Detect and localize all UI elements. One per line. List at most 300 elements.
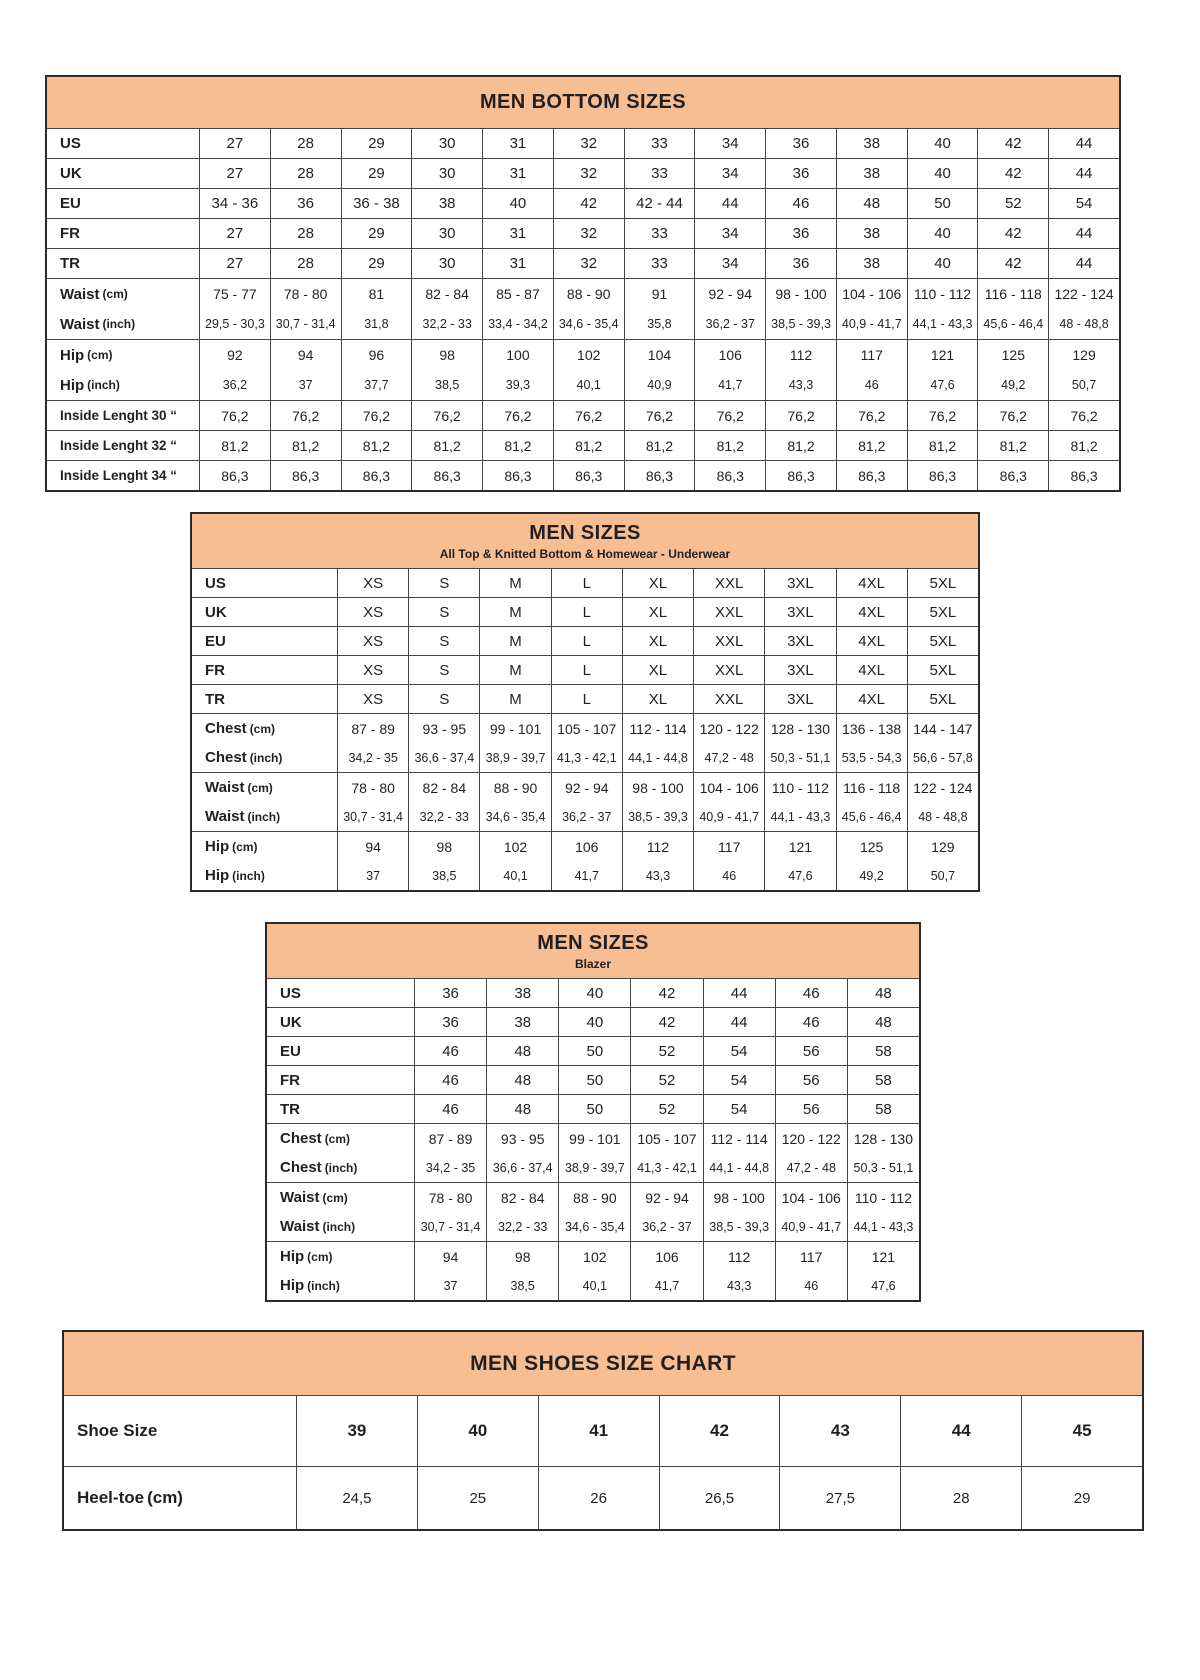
- row-label: UK: [205, 603, 227, 621]
- row-label: Heel-toe (cm): [77, 1488, 183, 1507]
- table-row: [47, 279, 1119, 309]
- row-group: [267, 1094, 919, 1123]
- table-title: MEN SIZES: [537, 931, 649, 954]
- table-cell: 86,3: [977, 461, 1048, 490]
- table-cell: 33: [624, 129, 695, 158]
- table-cell: 76,2: [553, 401, 624, 430]
- table-cell: 43: [779, 1396, 900, 1466]
- row-label: EU: [60, 195, 81, 212]
- table-cell: 36,2: [199, 370, 270, 400]
- table-cell: 36: [414, 979, 486, 1007]
- table-cell: 50: [558, 1037, 630, 1065]
- table-cell: 86,3: [836, 461, 907, 490]
- row-group: [64, 1466, 1142, 1529]
- table-header: [47, 77, 1119, 129]
- table-cell: S: [408, 627, 479, 655]
- table-cell: 117: [836, 340, 907, 370]
- table-cell: 46: [836, 370, 907, 400]
- row-group: [47, 278, 1119, 339]
- table-cell: 29: [341, 129, 412, 158]
- table-cell: L: [551, 656, 622, 684]
- table-cell: 34: [694, 219, 765, 248]
- table-cell: 121: [907, 340, 978, 370]
- table-cell: 42 - 44: [624, 189, 695, 218]
- table-cell: 54: [703, 1095, 775, 1123]
- table-cell: 31: [482, 129, 553, 158]
- table-cell: 4XL: [836, 569, 907, 597]
- table-cell: 26,5: [659, 1467, 780, 1529]
- row-group: [47, 430, 1119, 460]
- table-cell: 96: [341, 340, 412, 370]
- table-cell: 28: [270, 129, 341, 158]
- table-header: [267, 924, 919, 979]
- table-subtitle: All Top & Knitted Bottom & Homewear - Underwear: [439, 546, 731, 561]
- table-row: [267, 1271, 919, 1300]
- table-cell: 32: [553, 249, 624, 278]
- row-label: FR: [280, 1071, 300, 1089]
- table-cell: 86,3: [482, 461, 553, 490]
- table-cell: XXL: [693, 598, 764, 626]
- row-group: [192, 831, 978, 890]
- row-label: Waist (inch): [280, 1218, 356, 1235]
- row-label: Inside Lenght 34 “: [60, 468, 178, 483]
- table-cell: 47,6: [764, 861, 835, 890]
- table-cell: 4XL: [836, 685, 907, 713]
- table-cell: 50: [907, 189, 978, 218]
- table-cell: 44,1 - 44,8: [622, 743, 693, 772]
- table-cell: 81: [341, 279, 412, 309]
- table-cell: M: [479, 656, 550, 684]
- table-cell: 121: [847, 1242, 919, 1271]
- table-row: [267, 979, 919, 1007]
- table-cell: 32,2 - 33: [486, 1212, 558, 1241]
- table-cell: 81,2: [553, 431, 624, 460]
- table-cell: 112: [765, 340, 836, 370]
- table-cell: 104: [624, 340, 695, 370]
- table-cell: 94: [270, 340, 341, 370]
- table-cell: 46: [414, 1066, 486, 1094]
- table-cell: 5XL: [907, 598, 978, 626]
- table-cell: 82 - 84: [408, 773, 479, 802]
- table-cell: 40: [907, 129, 978, 158]
- table-cell: 36: [414, 1008, 486, 1036]
- table-cell: 106: [630, 1242, 702, 1271]
- table-cell: 117: [693, 832, 764, 861]
- table-cell: 43,3: [703, 1271, 775, 1300]
- table-row: [192, 773, 978, 802]
- row-label: TR: [60, 255, 80, 272]
- table-cell: 98: [408, 832, 479, 861]
- table-cell: 47,6: [847, 1271, 919, 1300]
- table-cell: 86,3: [765, 461, 836, 490]
- table-cell: 76,2: [977, 401, 1048, 430]
- table-row: [192, 832, 978, 861]
- table-cell: 46: [414, 1095, 486, 1123]
- table-cell: XL: [622, 569, 693, 597]
- table-cell: 46: [765, 189, 836, 218]
- table-cell: 99 - 101: [558, 1124, 630, 1153]
- table-header: [192, 514, 978, 569]
- row-label: US: [60, 135, 81, 152]
- table-cell: 41: [538, 1396, 659, 1466]
- table-cell: 44: [900, 1396, 1021, 1466]
- row-group: [267, 1123, 919, 1182]
- row-label: Hip (inch): [205, 867, 265, 884]
- row-group: [192, 772, 978, 831]
- table-cell: 38: [411, 189, 482, 218]
- table-cell: 52: [630, 1095, 702, 1123]
- table-row: [267, 1183, 919, 1212]
- table-cell: 34,6 - 35,4: [553, 309, 624, 339]
- row-group: [267, 1241, 919, 1300]
- table-cell: 76,2: [341, 401, 412, 430]
- table-cell: 76,2: [836, 401, 907, 430]
- table-cell: 44: [1048, 159, 1119, 188]
- men-shoes-size-table: [62, 1330, 1144, 1531]
- table-cell: 86,3: [411, 461, 482, 490]
- table-cell: 98: [411, 340, 482, 370]
- table-cell: 93 - 95: [408, 714, 479, 743]
- table-row: [267, 1212, 919, 1241]
- table-cell: XS: [337, 627, 408, 655]
- table-cell: 4XL: [836, 656, 907, 684]
- table-cell: 38,5: [411, 370, 482, 400]
- table-cell: 81,2: [836, 431, 907, 460]
- table-cell: 34,6 - 35,4: [479, 802, 550, 831]
- table-cell: 46: [693, 861, 764, 890]
- row-label: Waist (cm): [205, 779, 273, 796]
- table-cell: 98 - 100: [622, 773, 693, 802]
- table-cell: XL: [622, 598, 693, 626]
- table-cell: 48: [486, 1037, 558, 1065]
- table-cell: 38,5 - 39,3: [765, 309, 836, 339]
- table-cell: 81,2: [270, 431, 341, 460]
- table-cell: 50,3 - 51,1: [764, 743, 835, 772]
- table-cell: 76,2: [624, 401, 695, 430]
- table-cell: 26: [538, 1467, 659, 1529]
- table-cell: XS: [337, 656, 408, 684]
- table-cell: M: [479, 627, 550, 655]
- table-row: [192, 714, 978, 743]
- table-cell: 36 - 38: [341, 189, 412, 218]
- table-cell: 42: [977, 159, 1048, 188]
- table-cell: XXL: [693, 685, 764, 713]
- table-row: [47, 309, 1119, 339]
- table-cell: 38: [486, 1008, 558, 1036]
- table-cell: 88 - 90: [553, 279, 624, 309]
- table-cell: 44: [1048, 219, 1119, 248]
- table-cell: 54: [703, 1037, 775, 1065]
- table-cell: 44: [703, 979, 775, 1007]
- table-cell: 33: [624, 159, 695, 188]
- table-row: [64, 1396, 1142, 1466]
- table-cell: XL: [622, 685, 693, 713]
- table-row: [192, 861, 978, 890]
- table-cell: 41,7: [694, 370, 765, 400]
- table-cell: 116 - 118: [977, 279, 1048, 309]
- row-label: Waist (inch): [60, 315, 136, 333]
- table-cell: 50: [558, 1066, 630, 1094]
- row-group: [47, 218, 1119, 248]
- table-cell: 32: [553, 219, 624, 248]
- row-group: [267, 1036, 919, 1065]
- table-cell: 36: [270, 189, 341, 218]
- row-group: [267, 1007, 919, 1036]
- table-cell: 38,9 - 39,7: [479, 743, 550, 772]
- table-cell: 30: [411, 159, 482, 188]
- table-cell: 41,7: [551, 861, 622, 890]
- table-cell: L: [551, 569, 622, 597]
- table-body: [267, 979, 919, 1300]
- row-group: [47, 460, 1119, 490]
- table-cell: 42: [977, 249, 1048, 278]
- table-cell: 106: [551, 832, 622, 861]
- table-cell: 48 - 48,8: [907, 802, 978, 831]
- table-row: [267, 1242, 919, 1271]
- table-cell: 36,2 - 37: [694, 309, 765, 339]
- row-group: [47, 400, 1119, 430]
- table-cell: 129: [1048, 340, 1119, 370]
- table-cell: 120 - 122: [693, 714, 764, 743]
- table-cell: S: [408, 656, 479, 684]
- table-cell: 5XL: [907, 685, 978, 713]
- table-cell: 40: [907, 159, 978, 188]
- table-cell: 106: [694, 340, 765, 370]
- table-cell: 50: [558, 1095, 630, 1123]
- table-cell: 48: [486, 1066, 558, 1094]
- table-cell: 122 - 124: [907, 773, 978, 802]
- table-cell: 38,5 - 39,3: [703, 1212, 775, 1241]
- table-cell: 5XL: [907, 627, 978, 655]
- table-cell: 94: [414, 1242, 486, 1271]
- table-cell: 58: [847, 1037, 919, 1065]
- table-row: [47, 159, 1119, 188]
- table-row: [192, 598, 978, 626]
- table-cell: S: [408, 569, 479, 597]
- table-cell: 53,5 - 54,3: [836, 743, 907, 772]
- table-cell: 120 - 122: [775, 1124, 847, 1153]
- table-cell: 48: [847, 1008, 919, 1036]
- table-cell: 28: [270, 159, 341, 188]
- table-cell: 50,3 - 51,1: [847, 1153, 919, 1182]
- table-cell: 76,2: [765, 401, 836, 430]
- size-chart-page: [0, 75, 1200, 1680]
- table-cell: 27: [199, 159, 270, 188]
- row-group: [267, 979, 919, 1007]
- row-group: [192, 569, 978, 597]
- row-group: [192, 684, 978, 713]
- row-label: Hip (cm): [60, 346, 113, 364]
- table-cell: 42: [630, 1008, 702, 1036]
- row-label: Waist (inch): [205, 808, 281, 825]
- row-label: UK: [60, 165, 82, 182]
- table-cell: 38: [836, 129, 907, 158]
- table-title: MEN SIZES: [529, 521, 641, 544]
- table-cell: 87 - 89: [337, 714, 408, 743]
- table-cell: 46: [414, 1037, 486, 1065]
- table-cell: 36,6 - 37,4: [486, 1153, 558, 1182]
- row-label: EU: [205, 632, 226, 650]
- table-cell: 48: [486, 1095, 558, 1123]
- table-cell: 110 - 112: [847, 1183, 919, 1212]
- table-row: [64, 1467, 1142, 1529]
- table-cell: 42: [977, 129, 1048, 158]
- table-cell: 33,4 - 34,2: [482, 309, 553, 339]
- table-cell: 36: [765, 249, 836, 278]
- table-cell: 87 - 89: [414, 1124, 486, 1153]
- table-cell: 105 - 107: [551, 714, 622, 743]
- table-cell: 39: [296, 1396, 417, 1466]
- table-cell: 85 - 87: [482, 279, 553, 309]
- table-cell: 92 - 94: [694, 279, 765, 309]
- row-label: Waist (cm): [60, 285, 128, 303]
- table-cell: 58: [847, 1066, 919, 1094]
- table-cell: 47,6: [907, 370, 978, 400]
- table-cell: 99 - 101: [479, 714, 550, 743]
- table-cell: 30: [411, 249, 482, 278]
- table-row: [47, 219, 1119, 248]
- table-cell: 3XL: [764, 656, 835, 684]
- row-group: [47, 158, 1119, 188]
- table-cell: 112 - 114: [703, 1124, 775, 1153]
- table-cell: 76,2: [199, 401, 270, 430]
- table-cell: 5XL: [907, 656, 978, 684]
- table-cell: L: [551, 685, 622, 713]
- row-group: [192, 626, 978, 655]
- table-cell: 3XL: [764, 627, 835, 655]
- table-cell: 37: [270, 370, 341, 400]
- table-cell: 29,5 - 30,3: [199, 309, 270, 339]
- table-cell: 44: [694, 189, 765, 218]
- table-cell: 46: [775, 1271, 847, 1300]
- table-cell: 4XL: [836, 598, 907, 626]
- table-cell: 29: [341, 219, 412, 248]
- row-label: Inside Lenght 30 “: [60, 408, 178, 423]
- table-cell: 81,2: [694, 431, 765, 460]
- table-cell: 42: [659, 1396, 780, 1466]
- row-group: [47, 188, 1119, 218]
- table-cell: 76,2: [411, 401, 482, 430]
- table-cell: 102: [479, 832, 550, 861]
- table-cell: 32,2 - 33: [408, 802, 479, 831]
- table-cell: 40: [907, 249, 978, 278]
- table-cell: 121: [764, 832, 835, 861]
- row-group: [267, 1182, 919, 1241]
- table-cell: 40: [482, 189, 553, 218]
- table-cell: 36,2 - 37: [630, 1212, 702, 1241]
- row-label: FR: [205, 661, 225, 679]
- table-row: [267, 1153, 919, 1182]
- table-cell: 93 - 95: [486, 1124, 558, 1153]
- table-cell: 92 - 94: [630, 1183, 702, 1212]
- table-cell: 125: [836, 832, 907, 861]
- table-cell: 50,7: [1048, 370, 1119, 400]
- table-cell: XXL: [693, 627, 764, 655]
- table-cell: 56: [775, 1066, 847, 1094]
- table-cell: 81,2: [482, 431, 553, 460]
- table-cell: 38,5: [408, 861, 479, 890]
- table-cell: 56: [775, 1095, 847, 1123]
- table-title: MEN SHOES SIZE CHART: [470, 1351, 736, 1375]
- table-cell: 35,8: [624, 309, 695, 339]
- table-cell: 44,1 - 43,3: [907, 309, 978, 339]
- table-cell: 40: [417, 1396, 538, 1466]
- table-cell: 25: [417, 1467, 538, 1529]
- table-cell: 104 - 106: [775, 1183, 847, 1212]
- table-cell: 75 - 77: [199, 279, 270, 309]
- row-group: [267, 1065, 919, 1094]
- table-cell: 86,3: [341, 461, 412, 490]
- table-cell: 28: [270, 219, 341, 248]
- table-row: [267, 1095, 919, 1123]
- table-cell: 92 - 94: [551, 773, 622, 802]
- table-row: [47, 189, 1119, 218]
- table-cell: 34: [694, 249, 765, 278]
- table-cell: 98 - 100: [703, 1183, 775, 1212]
- table-cell: 45: [1021, 1396, 1142, 1466]
- table-cell: 4XL: [836, 627, 907, 655]
- table-cell: 104 - 106: [693, 773, 764, 802]
- table-cell: 50,7: [907, 861, 978, 890]
- table-cell: 88 - 90: [479, 773, 550, 802]
- table-cell: 33: [624, 249, 695, 278]
- table-cell: XXL: [693, 656, 764, 684]
- table-cell: 81,2: [411, 431, 482, 460]
- table-cell: 31: [482, 249, 553, 278]
- table-cell: 44,1 - 43,3: [764, 802, 835, 831]
- table-cell: 30,7 - 31,4: [414, 1212, 486, 1241]
- table-cell: 28: [900, 1467, 1021, 1529]
- row-group: [192, 713, 978, 772]
- table-row: [192, 627, 978, 655]
- table-cell: 43,3: [622, 861, 693, 890]
- row-label: Chest (inch): [280, 1159, 358, 1176]
- row-label: US: [280, 984, 301, 1002]
- table-cell: 86,3: [694, 461, 765, 490]
- table-cell: 29: [341, 159, 412, 188]
- table-cell: 125: [977, 340, 1048, 370]
- table-cell: 27: [199, 129, 270, 158]
- table-cell: 38: [836, 249, 907, 278]
- table-cell: 58: [847, 1095, 919, 1123]
- row-label: FR: [60, 225, 80, 242]
- table-row: [192, 656, 978, 684]
- row-group: [192, 655, 978, 684]
- row-label: TR: [205, 690, 225, 708]
- table-cell: 78 - 80: [270, 279, 341, 309]
- table-cell: 82 - 84: [486, 1183, 558, 1212]
- table-cell: 81,2: [199, 431, 270, 460]
- table-cell: 40,9 - 41,7: [775, 1212, 847, 1241]
- table-cell: 24,5: [296, 1467, 417, 1529]
- table-cell: 49,2: [836, 861, 907, 890]
- table-cell: 30,7 - 31,4: [270, 309, 341, 339]
- table-cell: 41,3 - 42,1: [551, 743, 622, 772]
- table-cell: 45,6 - 46,4: [836, 802, 907, 831]
- table-body: [192, 569, 978, 890]
- table-cell: 38,5: [486, 1271, 558, 1300]
- table-cell: XL: [622, 627, 693, 655]
- table-row: [47, 461, 1119, 490]
- table-cell: 122 - 124: [1048, 279, 1119, 309]
- table-row: [47, 340, 1119, 370]
- table-cell: 52: [630, 1037, 702, 1065]
- table-cell: 112 - 114: [622, 714, 693, 743]
- table-cell: XS: [337, 569, 408, 597]
- table-cell: 33: [624, 219, 695, 248]
- table-cell: 40: [558, 979, 630, 1007]
- row-label: Shoe Size: [77, 1421, 158, 1440]
